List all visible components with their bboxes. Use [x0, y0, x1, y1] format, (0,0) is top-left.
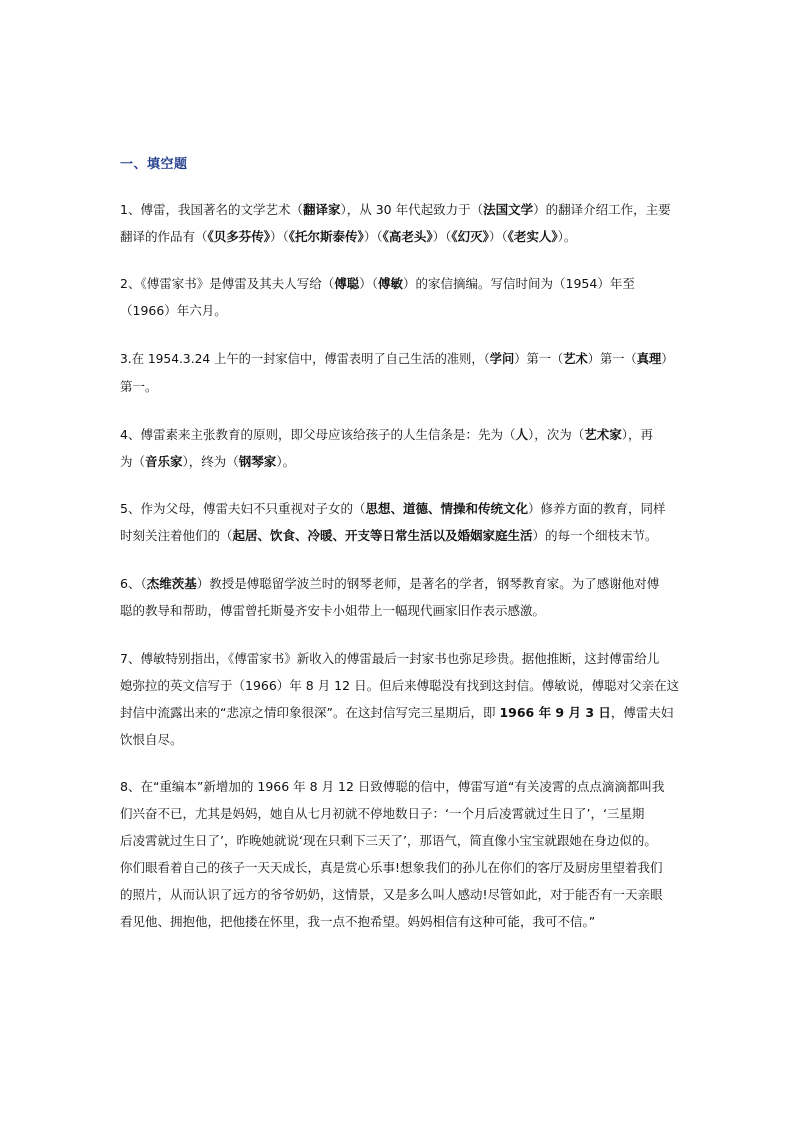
question-6-line-2: 聪的教导和帮助，傅雷曾托斯曼齐安卡小姐带上一幅现代画家旧作表示感激。 [120, 603, 546, 618]
answer: 思想、道德、情操和传统文化 [365, 501, 528, 516]
answer: 《老实人》 [507, 229, 558, 244]
question-7-line-2: 媳弥拉的英文信写于（1966）年 8 月 12 日。但后来傅聪没有找到这封信。傅敏说，傅聪对父亲在这 [120, 678, 680, 693]
question-6-line-1: 6、（杰维茨基）教授是傅聪留学波兰时的钢琴老师，是著名的学者，钢琴教育家。为了感谢他对傅 [120, 576, 660, 591]
question-1-line-1: 1、傅雷，我国著名的文学艺术（翻译家），从 30 年代起致力于（法国文学）的翻译介绍工作，主要 [120, 202, 671, 217]
question-7-line-3: 封信中流露出来的“悲凉之情印象很深”。在这封信写完三星期后，即 1966 年 9 月 3 日，傅雷夫妇 [120, 705, 674, 720]
answer: 艺术 [563, 352, 588, 366]
question-8-line-3: 后凌霄就过生日了’，昨晚她就说‘现在只剩下三天了’，那语气，简直像小宝宝就跟她在身边似的。 [120, 833, 657, 848]
answer: 学问 [489, 352, 515, 366]
question-7-line-1: 7、傅敏特别指出，《傅雷家书》新收入的傅雷最后一封家书也弥足珍贵。据他推断，这封傅雷给儿 [120, 651, 660, 666]
question-8-line-4: 你们眼看着自己的孩子一天天成长，真是赏心乐事!想象我们的孙儿在你们的客厅及厨房里望着我们 [120, 860, 663, 875]
question-4-line-2: 为（音乐家），终为（钢琴家）。 [120, 454, 296, 469]
question-7-line-4: 饮恨自尽。 [120, 732, 183, 747]
question-2-line-2: （1966）年六月。 [120, 303, 227, 318]
question-4-line-1: 4、傅雷素来主张教育的原则，即父母应该给孩子的人生信条是：先为（人），次为（艺术家），再 [120, 427, 654, 442]
answer: 傅聪 [334, 276, 360, 291]
answer: 艺术家 [584, 427, 622, 442]
question-1-line-2: 翻译的作品有（《贝多芬传》）（《托尔斯泰传》）（《高老头》）（《幻灭》）（《老实人》）。 [120, 229, 577, 244]
answer: 法国文学 [483, 202, 534, 217]
question-2-line-1: 2、《傅雷家书》是傅雷及其夫人写给（傅聪）（傅敏）的家信摘编。写信时间为（1954）年至 [120, 276, 635, 291]
question-8 [120, 773, 680, 935]
answer: 音乐家 [145, 454, 183, 469]
answer: 真理 [636, 352, 662, 366]
question-3-line-2: 第一。 [120, 379, 158, 394]
question-8-line-1: 8、在“重编本”新增加的 1966 年 8 月 12 日致傅聪的信中，傅雷写道“有关凌霄的点点滴滴都叫我 [120, 779, 665, 794]
question-1 [120, 196, 680, 250]
answer: 钢琴家 [238, 454, 277, 469]
question-5-line-2: 时刻关注着他们的（起居、饮食、冷暖、开支等日常生活以及婚姻家庭生活）的每一个细枝末节。 [120, 528, 658, 543]
answer: 傅敏 [378, 276, 404, 291]
question-6 [120, 570, 680, 624]
question-5-line-1: 5、作为父母，傅雷夫妇不只重视对子女的（思想、道德、情操和传统文化）修养方面的教育，同样 [120, 501, 666, 516]
question-2 [120, 270, 680, 324]
answer: 人 [515, 427, 528, 442]
question-3 [120, 346, 680, 400]
question-8-line-5: 的照片，从而认识了远方的爷爷奶奶，这情景，又是多么叫人感动!尽管如此，对于能否有一天亲眼 [120, 887, 663, 902]
answer: 杰维茨基 [146, 576, 197, 591]
question-7 [120, 645, 680, 753]
question-4 [120, 421, 680, 475]
question-3-line-1: 3.在 1954.3.24 上午的一封家信中，傅雷表明了自己生活的准则，（学问）第一（艺术）第一（真理） [120, 352, 674, 366]
answer: 《贝多芬传》 [207, 229, 271, 244]
answer: 《幻灭》 [451, 229, 489, 244]
answer: 《高老头》 [382, 229, 433, 244]
question-8-line-2: 们兴奋不已，尤其是妈妈，她自从七月初就不停地数日子：‘一个月后凌霄就过生日了’，‘三星期 [120, 806, 645, 821]
question-5 [120, 495, 680, 549]
question-8-line-6: 看见他、拥抱他，把他搂在怀里，我一点不抱希望。妈妈相信有这种可能，我可不信。” [120, 914, 596, 929]
answer: 1966 年 9 月 3 日 [499, 705, 611, 720]
answer: 起居、饮食、冷暖、开支等日常生活以及婚姻家庭生活 [232, 528, 533, 543]
section-title: 一、填空题 [120, 157, 188, 172]
answer: 翻译家 [302, 202, 341, 217]
answer: 《托尔斯泰传》 [288, 229, 364, 244]
